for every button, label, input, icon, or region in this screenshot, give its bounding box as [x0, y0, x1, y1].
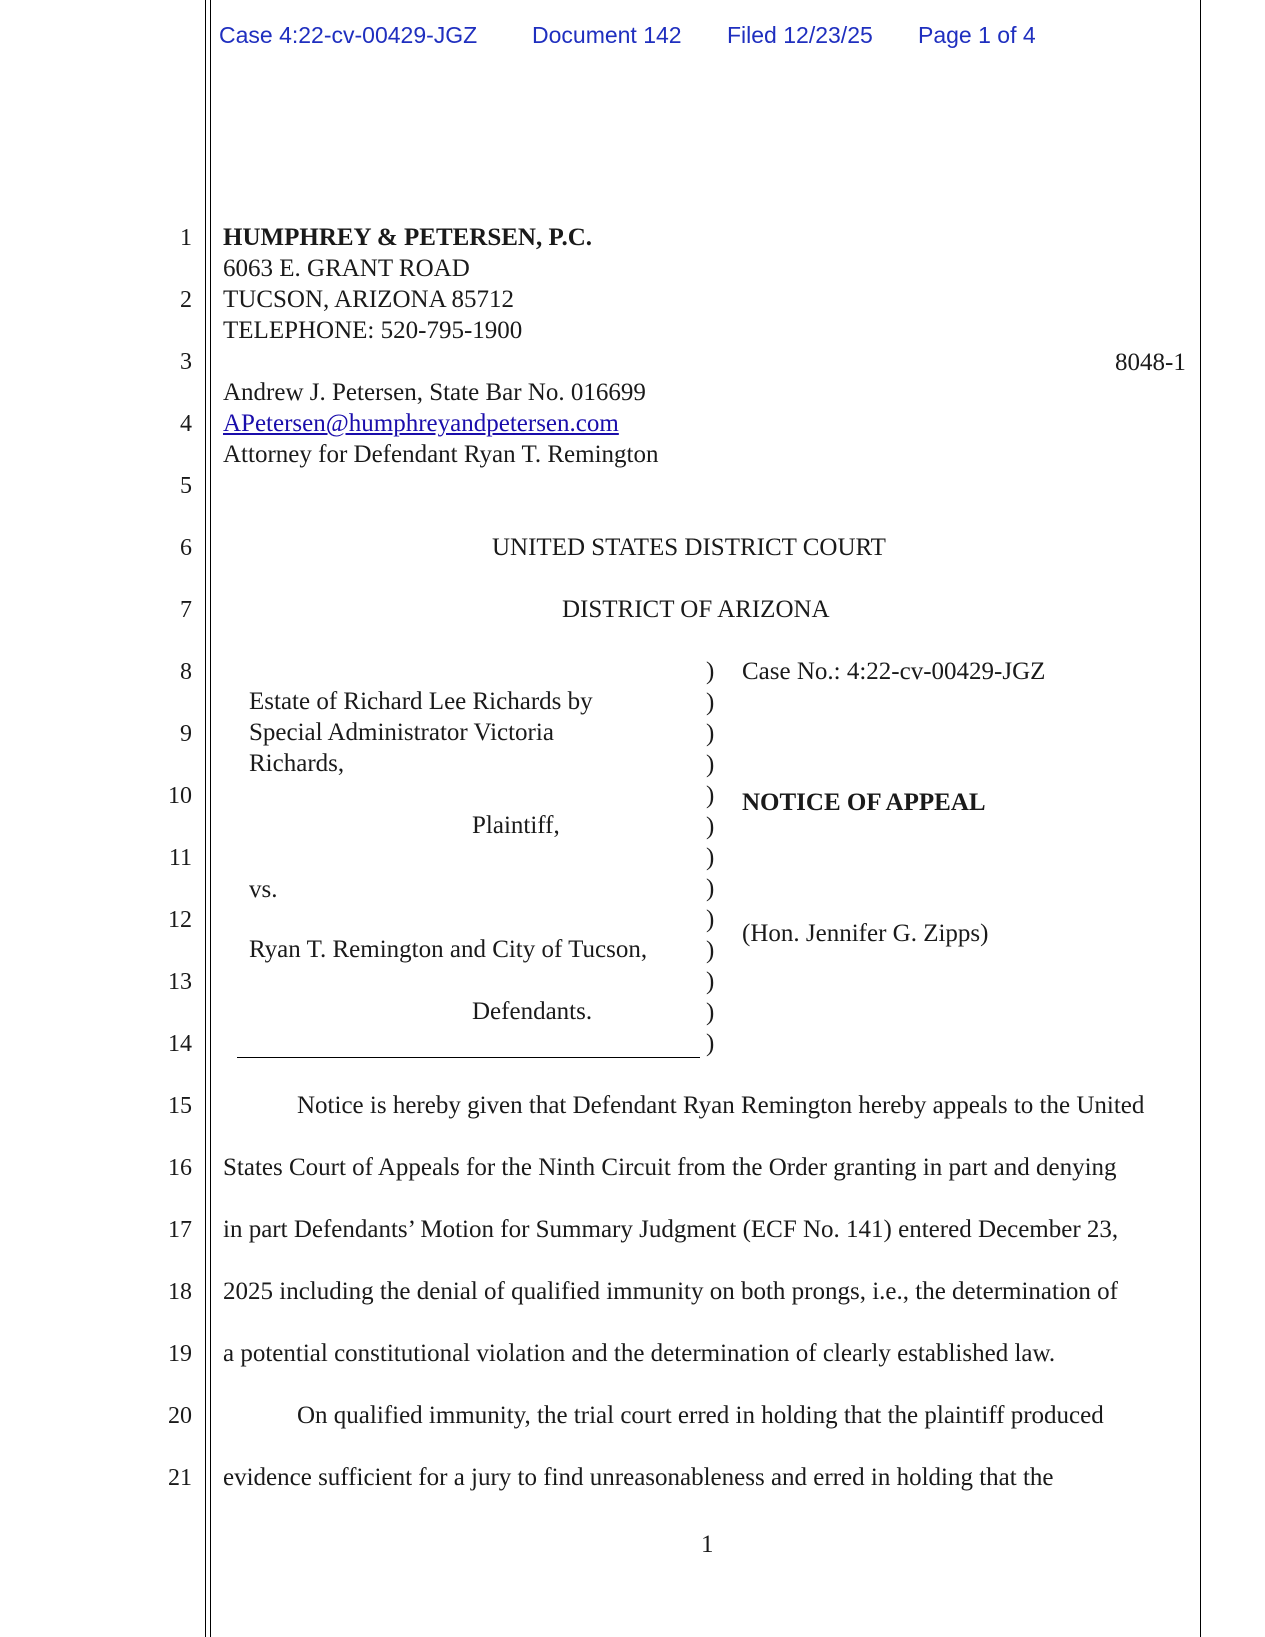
page-number: 1 [701, 1531, 714, 1558]
caption-paren: ) [706, 658, 715, 685]
line-number: 8 [180, 659, 192, 685]
caption-paren: ) [706, 844, 715, 871]
caption-paren: ) [706, 751, 715, 778]
line-number: 12 [168, 907, 192, 933]
line-number: 5 [180, 473, 192, 499]
judge-name: (Hon. Jennifer G. Zipps) [742, 920, 989, 947]
caption-paren: ) [706, 1030, 715, 1057]
file-number: 8048-1 [1115, 349, 1186, 376]
line-number: 10 [168, 783, 192, 809]
caption-paren: ) [706, 782, 715, 809]
caption-paren: ) [706, 875, 715, 902]
line-number: 1 [180, 225, 192, 251]
firm-city: TUCSON, ARIZONA 85712 [223, 286, 514, 313]
caption-paren: ) [706, 689, 715, 716]
line-number: 6 [180, 535, 192, 561]
caption-underline [237, 1057, 700, 1058]
plaintiff-line: Special Administrator Victoria [249, 719, 554, 746]
line-number: 14 [168, 1031, 192, 1057]
attorney-name: Andrew J. Petersen, State Bar No. 016699 [223, 379, 646, 406]
line-number: 18 [168, 1279, 192, 1305]
caption-paren: ) [706, 720, 715, 747]
defendants-label: Defendants. [472, 998, 593, 1025]
line-number: 13 [168, 969, 192, 995]
caption-paren: ) [706, 968, 715, 995]
line-number: 21 [168, 1465, 192, 1491]
caption-paren: ) [706, 999, 715, 1026]
attorney-role: Attorney for Defendant Ryan T. Remington [223, 441, 659, 468]
left-margin-line-outer [205, 0, 206, 1637]
case-number: Case No.: 4:22-cv-00429-JGZ [742, 658, 1046, 685]
firm-telephone: TELEPHONE: 520-795-1900 [223, 317, 523, 344]
header-page: Page 1 of 4 [918, 22, 1036, 48]
court-district: DISTRICT OF ARIZONA [562, 596, 830, 623]
header-filed: Filed 12/23/25 [727, 22, 873, 48]
body-line: 2025 including the denial of qualified immunity on both prongs, i.e., the determination of [223, 1278, 1118, 1305]
defendants-names: Ryan T. Remington and City of Tucson, [249, 936, 648, 963]
versus: vs. [249, 876, 278, 903]
line-number: 3 [180, 349, 192, 375]
firm-address: 6063 E. GRANT ROAD [223, 255, 470, 282]
body-line: Notice is hereby given that Defendant Ryan Remington hereby appeals to the United [297, 1092, 1145, 1119]
firm-name: HUMPHREY & PETERSEN, P.C. [223, 224, 593, 251]
caption-paren: ) [706, 813, 715, 840]
court-name: UNITED STATES DISTRICT COURT [492, 534, 886, 561]
plaintiff-line: Richards, [249, 750, 345, 777]
header-document: Document 142 [532, 22, 682, 48]
body-line: a potential constitutional violation and the determination of clearly established law. [223, 1340, 1056, 1367]
line-number: 16 [168, 1155, 192, 1181]
line-number: 4 [180, 411, 192, 437]
line-number: 15 [168, 1093, 192, 1119]
plaintiff-line: Estate of Richard Lee Richards by [249, 688, 593, 715]
document-title: NOTICE OF APPEAL [742, 789, 986, 816]
attorney-email-link[interactable]: APetersen@humphreyandpetersen.com [223, 410, 619, 437]
line-number: 19 [168, 1341, 192, 1367]
plaintiff-label: Plaintiff, [472, 812, 560, 839]
line-number: 20 [168, 1403, 192, 1429]
line-number: 7 [180, 597, 192, 623]
header-case: Case 4:22-cv-00429-JGZ [219, 22, 478, 48]
line-number: 11 [168, 845, 192, 871]
line-number: 2 [180, 287, 192, 313]
body-line: On qualified immunity, the trial court erred in holding that the plaintiff produced [297, 1402, 1104, 1429]
line-number: 17 [168, 1217, 192, 1243]
body-line: evidence sufficient for a jury to find unreasonableness and erred in holding that the [223, 1464, 1054, 1491]
left-margin-line-inner [210, 0, 211, 1637]
caption-paren: ) [706, 937, 715, 964]
caption-paren: ) [706, 906, 715, 933]
line-number: 9 [180, 721, 192, 747]
body-line: in part Defendants’ Motion for Summary Judgment (ECF No. 141) entered December 23, [223, 1216, 1119, 1243]
right-margin-line [1200, 0, 1201, 1637]
body-line: States Court of Appeals for the Ninth Circuit from the Order granting in part and denying [223, 1154, 1117, 1181]
